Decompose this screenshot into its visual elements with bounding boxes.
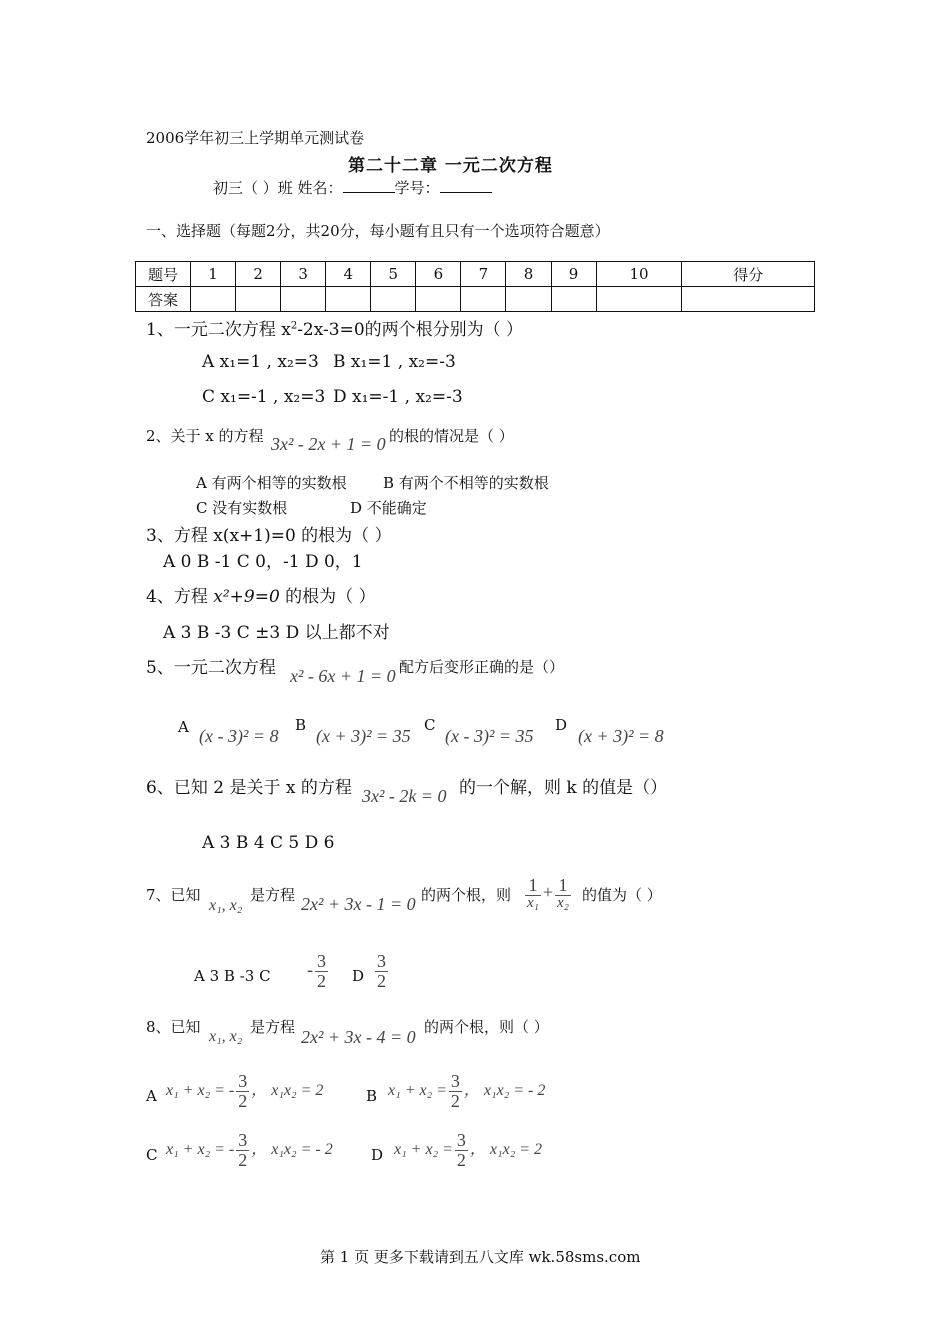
answer-blank-cell[interactable] <box>506 287 551 312</box>
answer-blank-cell[interactable] <box>236 287 281 312</box>
question-8-stem-post: 的两个根，则（ ） <box>424 1018 549 1036</box>
q7-label-d: D <box>352 967 365 985</box>
q3-options: A 0 B -1 C 0，-1 D 0，1 <box>163 552 363 572</box>
exam-line: 2006学年初三上学期单元测试卷 <box>146 129 365 147</box>
answer-blank-cell[interactable] <box>416 287 461 312</box>
q5-label-a: A <box>178 718 189 736</box>
question-4-stem: 4、方程 x²+9=0 的根为（ ） <box>146 587 376 607</box>
question-1-stem: 1、一元二次方程 $x^2-2x-3=0$的两个根分别为（ ） <box>146 320 524 340</box>
q1-option-b: B x₁=1 , x₂=-3 <box>333 352 456 372</box>
student-no-label: 学号： <box>394 179 440 197</box>
question-5-stem-post: 配方后变形正确的是（） <box>399 658 565 676</box>
table-cell: 5 <box>371 262 416 287</box>
answer-blank-cell[interactable] <box>191 287 236 312</box>
q1-option-a: A x₁=1 , x₂=3 <box>202 352 319 372</box>
q8-label-a: A <box>146 1087 157 1105</box>
q5-label-d: D <box>555 716 568 734</box>
answer-blank-cell[interactable] <box>682 287 815 312</box>
q5-label-c: C <box>424 716 436 734</box>
question-7-stem-mid: 是方程 <box>250 886 296 904</box>
q1-option-c: C x₁=-1 , x₂=3 <box>202 387 326 407</box>
q4-options: A 3 B -3 C ±3 D 以上都不对 <box>163 623 390 643</box>
q7-equation: 2x² + 3x - 1 = 0 <box>301 894 416 914</box>
table-cell: 4 <box>326 262 371 287</box>
question-6-stem-post: 的一个解，则 k 的值是（） <box>459 778 668 798</box>
question-8-stem-mid: 是方程 <box>250 1018 296 1036</box>
q7-reciprocal-sum: $\frac{1}{\text{x₁}}$ + $\frac{1}{\text{x₂}}$ <box>527 875 569 911</box>
q2-option-d: D 不能确定 <box>350 499 427 517</box>
page-footer: 第 1 页 更多下载请到五八文库 wk.58sms.com <box>320 1248 641 1266</box>
answer-blank-cell[interactable] <box>551 287 596 312</box>
q2-option-b: B 有两个不相等的实数根 <box>383 474 549 492</box>
class-name-label: 初三（ ）班 姓名： <box>213 179 343 197</box>
table-cell: 2 <box>236 262 281 287</box>
answer-blank-cell[interactable] <box>596 287 682 312</box>
name-blank <box>343 178 395 193</box>
question-8-stem-pre: 8、已知 <box>146 1018 201 1036</box>
section-heading: 一、选择题（每题2分，共20分，每小题有且只有一个选项符合题意） <box>146 222 610 240</box>
q7-roots: x₁, x₂ <box>209 897 243 914</box>
table-cell: 8 <box>506 262 551 287</box>
q5-option-c: (x - 3)² = 35 <box>445 726 534 746</box>
question-2-stem-post: 的根的情况是（ ） <box>389 427 514 445</box>
answer-label-cell: 答案 <box>136 287 191 312</box>
q7-option-c-value: - $\frac{3}{2}$ <box>307 951 326 991</box>
q2-option-a: A 有两个相等的实数根 <box>196 474 347 492</box>
student-no-blank <box>440 178 492 193</box>
answer-blank-cell[interactable] <box>326 287 371 312</box>
q2-equation: 3x² - 2x + 1 = 0 <box>271 434 386 454</box>
q8-option-b: x₁ + x₂ = $\frac{3}{2}$ ， x₁x₂ = - 2 <box>388 1071 546 1111</box>
q1-option-d: D x₁=-1 , x₂=-3 <box>333 387 463 407</box>
table-header-row <box>136 262 815 287</box>
table-cell: 6 <box>416 262 461 287</box>
question-3-stem: 3、方程 x(x+1)=0 的根为（ ） <box>146 526 392 546</box>
page-title: 第二十二章 一元二次方程 <box>348 156 553 176</box>
q7-options-ab: A 3 B -3 C <box>194 967 271 985</box>
answer-blank-cell[interactable] <box>371 287 416 312</box>
table-cell: 10 <box>596 262 682 287</box>
table-cell: 1 <box>191 262 236 287</box>
q5-option-d: (x + 3)² = 8 <box>578 726 664 746</box>
q7-option-d-value: $\frac{3}{2}$ <box>377 951 386 991</box>
question-7-stem-pre: 7、已知 <box>146 886 201 904</box>
answer-blank-cell[interactable] <box>461 287 506 312</box>
q8-option-d: x₁ + x₂ = $\frac{3}{2}$ ， x₁x₂ = 2 <box>394 1130 543 1170</box>
question-7-stem-mid2: 的两个根，则 <box>421 886 512 904</box>
question-5-stem-pre: 5、一元二次方程 <box>146 658 276 678</box>
student-info <box>213 177 492 198</box>
table-cell: 9 <box>551 262 596 287</box>
q8-label-c: C <box>146 1146 158 1164</box>
q5-option-a: (x - 3)² = 8 <box>199 726 279 746</box>
q8-option-c: x₁ + x₂ = - $\frac{3}{2}$ ， x₁x₂ = - 2 <box>166 1130 333 1170</box>
q2-option-c: C 没有实数根 <box>196 499 288 517</box>
q5-label-b: B <box>295 716 307 734</box>
answer-table <box>135 261 815 312</box>
q8-option-a: x₁ + x₂ = - $\frac{3}{2}$ ， x₁x₂ = 2 <box>166 1071 324 1111</box>
q5-equation: x² - 6x + 1 = 0 <box>290 666 396 686</box>
table-cell: 题号 <box>136 262 191 287</box>
answer-blank-cell[interactable] <box>281 287 326 312</box>
q8-label-d: D <box>371 1146 384 1164</box>
question-2-stem-pre: 2、关于 x 的方程 <box>146 427 264 445</box>
table-cell: 得分 <box>682 262 815 287</box>
q6-equation: 3x² - 2k = 0 <box>362 786 447 806</box>
q8-equation: 2x² + 3x - 4 = 0 <box>301 1027 416 1047</box>
q8-label-b: B <box>366 1087 378 1105</box>
question-7-stem-post: 的值为（ ） <box>582 886 662 904</box>
q6-options: A 3 B 4 C 5 D 6 <box>202 833 335 853</box>
table-cell: 7 <box>461 262 506 287</box>
q5-option-b: (x + 3)² = 35 <box>316 726 411 746</box>
question-6-stem-pre: 6、已知 2 是关于 x 的方程 <box>146 778 352 798</box>
table-cell: 3 <box>281 262 326 287</box>
q8-roots: x₁, x₂ <box>209 1028 243 1045</box>
table-answer-row <box>136 287 815 312</box>
